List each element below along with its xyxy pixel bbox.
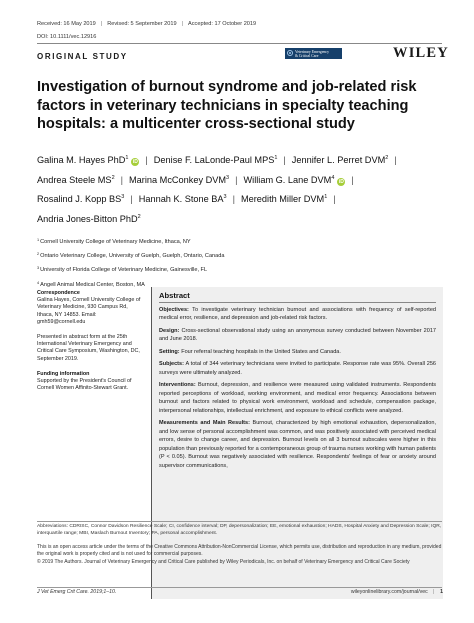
revised-date: Revised: 5 September 2019 xyxy=(107,21,177,27)
journal-citation: J Vet Emerg Crit Care. 2019;1–10. xyxy=(37,589,117,595)
page-number: 1 xyxy=(440,589,443,595)
journal-logo-icon xyxy=(287,50,293,56)
abstract-heading: Abstract xyxy=(159,291,190,300)
author-name: Galina M. Hayes PhD xyxy=(37,155,126,165)
author-affiliation-ref: 1 xyxy=(324,194,328,200)
abstract-section-label: Objectives: xyxy=(159,306,189,313)
abstract-section-label: Interventions: xyxy=(159,382,196,389)
author-2[interactable] xyxy=(292,155,389,165)
article-info-sidebar xyxy=(37,290,145,400)
affiliation-text: University of Florida College of Veterinary Medicine, Gainesville, FL xyxy=(40,267,208,274)
abstract-section-text: To investigate veterinary technician burnout and associations with frequency of self-reported medical error, resilience, and depression and job-related risk factors. xyxy=(159,306,436,322)
abstract-results xyxy=(159,419,436,470)
author-1[interactable] xyxy=(154,155,278,165)
journal-url-link[interactable]: wileyonlinelibrary.com/journal/vec xyxy=(350,589,428,595)
presented-block xyxy=(37,334,145,363)
author-affiliation-ref: 3 xyxy=(121,194,125,200)
accepted-date: Accepted: 17 October 2019 xyxy=(188,21,257,27)
orcid-icon[interactable]: iD xyxy=(132,159,138,165)
publication-dates xyxy=(37,21,256,27)
funding-text: Supported by the President's Council of Cornell Women Affinito-Stewart Grant. xyxy=(37,378,132,392)
author-name: Andrea Steele MS xyxy=(37,174,112,185)
affiliation-item xyxy=(37,248,337,262)
author-name: Jennifer L. Perret DVM xyxy=(291,155,386,165)
author-separator: | xyxy=(130,194,133,204)
author-8[interactable] xyxy=(241,194,327,204)
author-6[interactable] xyxy=(37,194,124,204)
abstract-section-label: Subjects: xyxy=(159,361,184,368)
author-affiliation-ref: 1 xyxy=(125,155,129,161)
abstract-objectives xyxy=(159,306,436,323)
author-separator: | xyxy=(351,174,354,185)
affiliation-item xyxy=(37,262,337,276)
affiliation-number: 3 xyxy=(37,266,40,271)
license-block xyxy=(37,544,442,566)
author-0[interactable] xyxy=(37,155,139,165)
author-name: William G. Lane DVM xyxy=(243,174,332,185)
author-affiliation-ref: 4 xyxy=(331,174,335,181)
author-separator: | xyxy=(145,155,148,165)
abstract-section-text: A total of 344 veterinary technicians were invited to participate. Response rate was 95%. Overall 256 surveys were ultimately analyzed. xyxy=(159,361,436,376)
author-separator: | xyxy=(120,174,124,185)
author-affiliation-ref: 2 xyxy=(385,155,389,161)
author-affiliation-ref: 2 xyxy=(137,213,141,220)
abstract-section-text: Burnout, characterized by high emotional exhaustion, depersonalization, and low sense of personal accomplishment was common, and was positively associated with perceived medical errors, desire to change career, and depression. Burnout levels on all 3 burnout subscales were higher in this population than previously reported for a contemporaneous group of trauma nurses working with human patients (P < 0.05). Burnout was negatively associated with resilience. Respondents' feelings of fear or anxiety around supervisor communications, xyxy=(159,420,436,469)
correspondence-block xyxy=(37,290,145,326)
author-affiliation-ref: 3 xyxy=(226,174,230,181)
author-name: Denise F. LaLonde-Paul MPS xyxy=(153,155,275,165)
affiliation-number: 4 xyxy=(37,280,40,285)
affiliation-item xyxy=(37,234,337,248)
affiliation-text: Ontario Veterinary College, University of Guelph, Guelph, Ontario, Canada xyxy=(40,253,225,260)
affiliation-text: Angell Animal Medical Center, Boston, MA xyxy=(40,281,145,288)
publisher-logo[interactable]: WILEY xyxy=(393,45,449,61)
affiliation-number: 1 xyxy=(37,238,40,242)
abstract-section-label: Setting: xyxy=(159,348,180,355)
funding-label: Funding information xyxy=(37,370,90,377)
abstract-subjects xyxy=(159,360,436,377)
section-label: ORIGINAL STUDY xyxy=(37,52,128,61)
abstract-section-text: Four referral teaching hospitals in the United States and Canada. xyxy=(181,348,341,355)
affiliation-text: Cornell University College of Veterinary Medicine, Ithaca, NY xyxy=(40,239,191,245)
author-separator: | xyxy=(333,194,336,204)
author-name: Andria Jones-Bitton PhD xyxy=(37,213,138,224)
header-rule xyxy=(37,43,442,44)
funding-block xyxy=(37,371,145,393)
footer-rule xyxy=(37,587,442,588)
date-separator: | xyxy=(181,21,184,27)
author-separator: | xyxy=(283,155,286,165)
author-name: Hannah K. Stone BA xyxy=(138,194,224,204)
affiliation-number: 2 xyxy=(37,252,40,257)
author-affiliation-ref: 3 xyxy=(223,194,227,200)
article-title: Investigation of burnout syndrome and job-related risk factors in veterinary technicians in specialty teaching hospitals: a multicenter cross-sectional study xyxy=(37,79,417,132)
abstract-setting xyxy=(159,348,436,357)
author-name: Marina McConkey DVM xyxy=(129,174,227,185)
affiliation-list xyxy=(37,234,337,291)
abstract-design xyxy=(159,327,436,344)
presented-text: Presented in abstract form at the 25th International Veterinary Emergency and Critical Care Symposium, Washington, DC, September 2019. xyxy=(37,334,140,362)
author-separator: | xyxy=(394,155,397,165)
author-affiliation-ref: 1 xyxy=(274,155,278,161)
author-name: Meredith Miller DVM xyxy=(240,194,325,204)
footnote-rule xyxy=(37,521,442,522)
author-list xyxy=(37,150,447,228)
received-date: Received: 16 May 2019 xyxy=(37,21,96,27)
author-4[interactable] xyxy=(129,175,229,185)
author-3[interactable] xyxy=(37,175,115,185)
journal-logo[interactable] xyxy=(285,48,342,59)
journal-logo-line2: & Critical Care xyxy=(295,53,319,58)
license-text: This is an open access article under the terms of the Creative Commons Attribution-NonCommercial License, which permits use, distribution and reproduction in any medium, provided the original work is properly cited and is not used for commercial purposes. xyxy=(37,544,442,558)
author-separator: | xyxy=(232,194,235,204)
author-9[interactable] xyxy=(37,214,141,224)
doi-link[interactable]: DOI: 10.1111/vec.12916 xyxy=(37,34,97,40)
date-separator: | xyxy=(100,21,103,27)
copyright-text: © 2019 The Authors. Journal of Veterinary Emergency and Critical Care published by Wiley Periodicals, Inc. on behalf of Veterinary Emergency and Critical Care Society xyxy=(37,558,410,565)
abstract-section-text: Burnout, depression, and resilience were measured using validated instruments. Respondents reported perceptions of workload, working environment, and medical error frequency. Associations between burnout and factors related to physical work environment, workload and schedule, compensation package, interpersonal relationships, intellectual enrichment, and exposure to ethical conflicts were analyzed. xyxy=(159,382,436,414)
correspondence-text: Galina Hayes, Cornell University College of Veterinary Medicine, 930 Campus Rd, Ithaca, NY 14853. Email: gmh59@cornell.edu xyxy=(37,297,141,325)
abbreviations-note: Abbreviations: CDRISC, Connor Davidson Resilience Scale; CI, confidence interval; DP, depersonalization; EE, emotional exhaustion; HADS, Hospital Anxiety and Depression Scale; IQR, interquartile range; MBI, Maslach Burnout Inventory; PA, personal accomplishment. xyxy=(37,524,442,537)
footer-separator: | xyxy=(432,589,435,595)
author-5[interactable] xyxy=(244,175,346,185)
author-affiliation-ref: 2 xyxy=(111,174,115,181)
abstract-rule xyxy=(159,302,436,303)
journal-logo-line1: Veterinary Emergency xyxy=(295,49,329,54)
author-separator: | xyxy=(235,174,238,185)
author-name: Rosalind J. Kopp BS xyxy=(37,194,122,204)
abstract-section-label: Measurements and Main Results: xyxy=(159,420,250,427)
orcid-icon[interactable]: iD xyxy=(338,178,344,185)
abstract-section-label: Design: xyxy=(159,327,180,334)
author-7[interactable] xyxy=(139,194,227,204)
correspondence-label: Correspondence xyxy=(37,290,80,296)
abstract-interventions xyxy=(159,381,436,415)
abstract-section-text: Cross-sectional observational study using an anonymous survey conducted between November 2017 and June 2018. xyxy=(159,327,437,343)
footer-right xyxy=(351,589,443,595)
